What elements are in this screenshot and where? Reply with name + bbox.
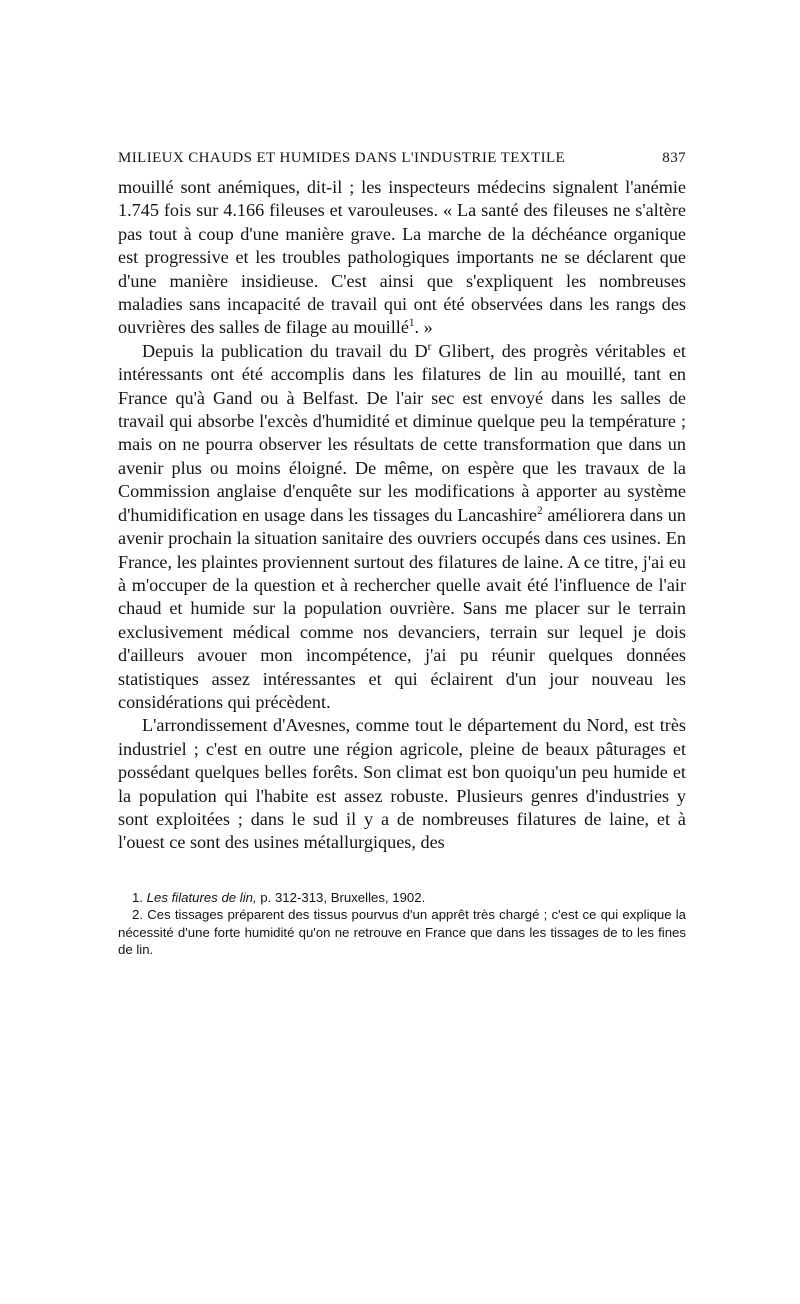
running-header	[118, 150, 686, 176]
paragraph-1-text: mouillé sont anémiques, dit-il ; les inspecteurs médecins signalent l'anémie 1.745 fois sur 4.166 fileuses et varouleuses. « La santé des fileuses ne s'altère pas tout à coup d'une manière grave. La marche de la déchéance organique est progressive et les troubles pathologiques importants ne se déclarent que d'une manière insidieuse. C'est ainsi que s'expliquent les nombreuses maladies sans incapacité de travail qui ont été observées dans les rangs des ouvrières des salles de filage au mouillé	[118, 177, 686, 338]
paragraph-1	[118, 176, 686, 340]
footnote-ref-1: 1	[408, 317, 415, 330]
footnotes	[118, 889, 686, 959]
footnote-1-title: Les filatures de lin,	[146, 889, 257, 905]
footnote-ref-2: 2	[536, 504, 543, 517]
running-title: MILIEUX CHAUDS ET HUMIDES DANS L'INDUSTRIE TEXTILE	[118, 150, 566, 166]
footnote-1	[118, 889, 686, 907]
paragraph-2	[118, 340, 686, 715]
page-number: 837	[662, 150, 686, 166]
paragraph-1-tail: . »	[414, 317, 433, 338]
paragraph-2-part-1: Depuis la publication du travail du D	[142, 340, 428, 361]
body-text	[118, 176, 686, 855]
footnote-2-text: Ces tissages préparent des tissus pourvus d'un apprêt très chargé ; c'est ce qui explique la nécessité d'une forte humidité qu'on ne retrouve en France que dans les tissages de to les fines de lin.	[118, 907, 686, 958]
footnote-2-number: 2.	[132, 907, 143, 923]
footnote-1-number: 1.	[132, 889, 143, 905]
footnote-1-rest: p. 312-313, Bruxelles, 1902.	[256, 889, 426, 905]
footnote-2	[118, 906, 686, 959]
paragraph-3: L'arrondissement d'Avesnes, comme tout le département du Nord, est très industriel ; c'est en outre une région agricole, pleine de beaux pâturages et possédant quelques belles forêts. Son climat est bon quoiqu'un peu humide et la population qui l'habite est assez robuste. Plusieurs genres d'industries y sont exploitées ; dans le sud il y a de nombreuses filatures de laine, et à l'ouest ce sont des usines métallurgiques, des	[118, 715, 686, 853]
doctor-abbrev-sup: r	[427, 340, 432, 353]
book-page	[118, 150, 686, 959]
paragraph-2-part-2: Glibert, des progrès véritables et intéressants ont été accomplis dans les filatures de lin au mouillé, tant en France qu'à Gand ou à Belfast. De l'air sec est envoyé dans les salles de travail qui absorbe l'excès d'humidité et diminue quelque peu la température ; mais on ne pourra observer les résultats de cette transformation que dans un avenir plus ou moins éloigné. De même, on espère que les travaux de la Commission anglaise d'enquête sur les modifications à apporter au système d'humidification en usage dans les tissages du Lancashire	[118, 340, 686, 525]
paragraph-2-part-3: améliorera dans un avenir prochain la situation sanitaire des ouvriers occupés dans ces usines. En France, les plaintes proviennent surtout des filatures de laine. A ce titre, j'ai eu à m'occuper de la question et à rechercher quelle avait été l'influence de l'air chaud et humide sur la population ouvrière. Sans me placer sur le terrain exclusivement médical comme nos devanciers, terrain sur lequel je dois d'ailleurs avouer mon incompétence, j'ai pu réunir quelques données statistiques assez intéressantes et qui éclairent d'un jour nouveau les considérations qui précèdent.	[118, 504, 686, 712]
